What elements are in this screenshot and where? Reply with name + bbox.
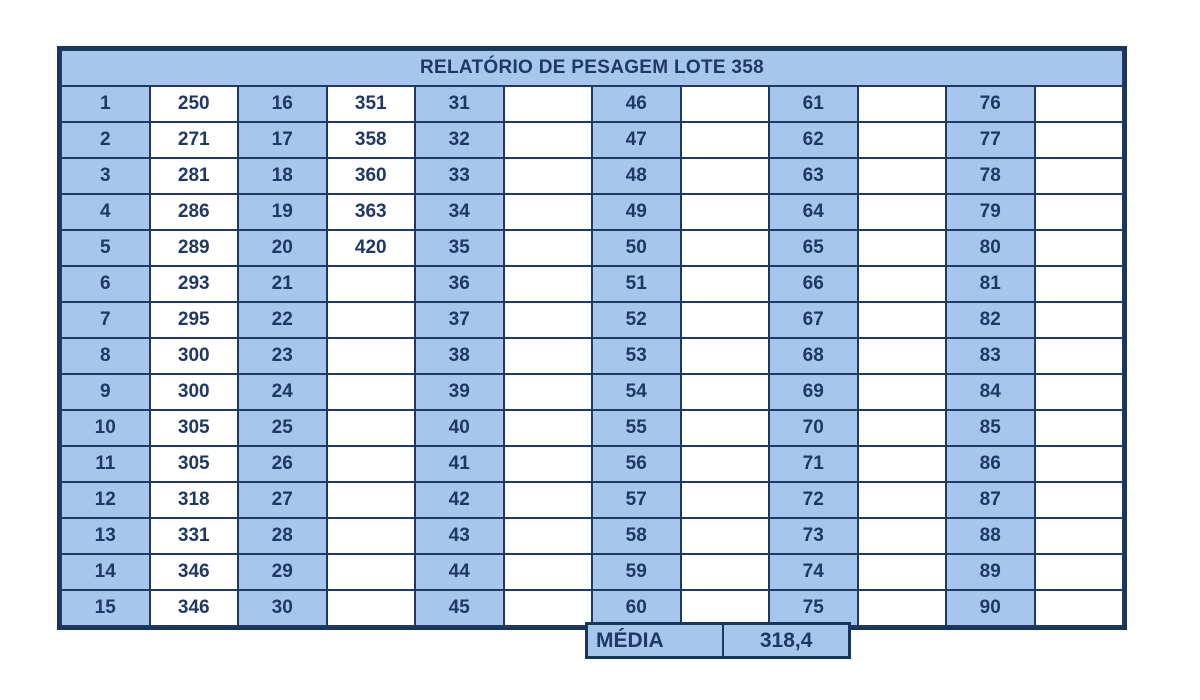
row-index-cell[interactable]: 60: [592, 590, 681, 626]
row-index-cell[interactable]: 25: [238, 410, 327, 446]
weight-value-cell[interactable]: [504, 590, 593, 626]
weight-value-cell[interactable]: 363: [327, 194, 416, 230]
weight-value-cell[interactable]: [504, 230, 593, 266]
weight-value-cell[interactable]: [681, 86, 770, 122]
weight-value-cell[interactable]: [327, 302, 416, 338]
weight-value-cell[interactable]: [1035, 158, 1124, 194]
weight-value-cell[interactable]: [327, 554, 416, 590]
row-index-cell[interactable]: 54: [592, 374, 681, 410]
weight-value-cell[interactable]: [858, 194, 947, 230]
weight-value-cell[interactable]: [1035, 338, 1124, 374]
row-index-cell[interactable]: 19: [238, 194, 327, 230]
row-index-cell[interactable]: 31: [415, 86, 504, 122]
row-index-cell[interactable]: 49: [592, 194, 681, 230]
weight-value-cell[interactable]: [858, 122, 947, 158]
row-index-cell[interactable]: 6: [61, 266, 150, 302]
row-index-cell[interactable]: 10: [61, 410, 150, 446]
row-index-cell[interactable]: 42: [415, 482, 504, 518]
row-index-cell[interactable]: 65: [769, 230, 858, 266]
weight-value-cell[interactable]: 331: [150, 518, 239, 554]
table-row: [61, 482, 1123, 518]
average-table: [585, 622, 851, 659]
weight-value-cell[interactable]: [681, 194, 770, 230]
row-index-cell[interactable]: 82: [946, 302, 1035, 338]
row-index-cell[interactable]: 57: [592, 482, 681, 518]
row-index-cell[interactable]: 11: [61, 446, 150, 482]
weight-value-cell[interactable]: [858, 302, 947, 338]
weight-value-cell[interactable]: [858, 338, 947, 374]
weight-value-cell[interactable]: [681, 482, 770, 518]
weight-value-cell[interactable]: [1035, 482, 1124, 518]
row-index-cell[interactable]: 79: [946, 194, 1035, 230]
weight-value-cell[interactable]: [504, 518, 593, 554]
weight-value-cell[interactable]: [327, 338, 416, 374]
row-index-cell[interactable]: 5: [61, 230, 150, 266]
weight-value-cell[interactable]: 358: [327, 122, 416, 158]
row-index-cell[interactable]: 63: [769, 158, 858, 194]
weight-value-cell[interactable]: [858, 590, 947, 626]
row-index-cell[interactable]: 85: [946, 410, 1035, 446]
report-title: RELATÓRIO DE PESAGEM LOTE 358: [61, 50, 1123, 86]
row-index-cell[interactable]: 38: [415, 338, 504, 374]
weight-value-cell[interactable]: [858, 554, 947, 590]
weight-value-cell[interactable]: [504, 446, 593, 482]
weight-value-cell[interactable]: [327, 518, 416, 554]
row-index-cell[interactable]: 62: [769, 122, 858, 158]
weight-value-cell[interactable]: [681, 446, 770, 482]
weight-value-cell[interactable]: [858, 158, 947, 194]
weight-value-cell[interactable]: [327, 374, 416, 410]
report-title-row: [61, 50, 1123, 86]
weight-value-cell[interactable]: [504, 194, 593, 230]
table-row: [61, 374, 1123, 410]
row-index-cell[interactable]: 84: [946, 374, 1035, 410]
row-index-cell[interactable]: 29: [238, 554, 327, 590]
row-index-cell[interactable]: 88: [946, 518, 1035, 554]
row-index-cell[interactable]: 53: [592, 338, 681, 374]
table-row: [61, 446, 1123, 482]
weight-value-cell[interactable]: [504, 302, 593, 338]
row-index-cell[interactable]: 47: [592, 122, 681, 158]
weight-value-cell[interactable]: [681, 518, 770, 554]
table-row: [61, 302, 1123, 338]
weight-value-cell[interactable]: [504, 410, 593, 446]
weight-value-cell[interactable]: [504, 266, 593, 302]
row-index-cell[interactable]: 41: [415, 446, 504, 482]
row-index-cell[interactable]: 20: [238, 230, 327, 266]
weight-value-cell[interactable]: [858, 230, 947, 266]
weight-value-cell[interactable]: [681, 230, 770, 266]
row-index-cell[interactable]: 28: [238, 518, 327, 554]
row-index-cell[interactable]: 68: [769, 338, 858, 374]
weight-value-cell[interactable]: [504, 554, 593, 590]
row-index-cell[interactable]: 26: [238, 446, 327, 482]
weight-value-cell[interactable]: 346: [150, 590, 239, 626]
weight-value-cell[interactable]: [681, 590, 770, 626]
weight-value-cell[interactable]: [1035, 194, 1124, 230]
weight-value-cell[interactable]: 346: [150, 554, 239, 590]
weight-value-cell[interactable]: [681, 122, 770, 158]
row-index-cell[interactable]: 72: [769, 482, 858, 518]
table-row: [61, 86, 1123, 122]
row-index-cell[interactable]: 89: [946, 554, 1035, 590]
row-index-cell[interactable]: 27: [238, 482, 327, 518]
weight-value-cell[interactable]: [681, 158, 770, 194]
weight-value-cell[interactable]: [327, 482, 416, 518]
row-index-cell[interactable]: 69: [769, 374, 858, 410]
row-index-cell[interactable]: 64: [769, 194, 858, 230]
row-index-cell[interactable]: 87: [946, 482, 1035, 518]
row-index-cell[interactable]: 40: [415, 410, 504, 446]
row-index-cell[interactable]: 17: [238, 122, 327, 158]
weight-value-cell[interactable]: 281: [150, 158, 239, 194]
table-row: [61, 122, 1123, 158]
weight-value-cell[interactable]: 289: [150, 230, 239, 266]
weight-value-cell[interactable]: [858, 446, 947, 482]
row-index-cell[interactable]: 77: [946, 122, 1035, 158]
row-index-cell[interactable]: 9: [61, 374, 150, 410]
row-index-cell[interactable]: 66: [769, 266, 858, 302]
report-grid: [60, 49, 1124, 627]
weight-value-cell[interactable]: [504, 338, 593, 374]
row-index-cell[interactable]: 58: [592, 518, 681, 554]
row-index-cell[interactable]: 36: [415, 266, 504, 302]
row-index-cell[interactable]: 83: [946, 338, 1035, 374]
weight-value-cell[interactable]: [858, 482, 947, 518]
weight-value-cell[interactable]: [1035, 374, 1124, 410]
table-row: [61, 554, 1123, 590]
weight-value-cell[interactable]: [681, 410, 770, 446]
weight-value-cell[interactable]: [504, 158, 593, 194]
weight-value-cell[interactable]: [504, 86, 593, 122]
row-index-cell[interactable]: 8: [61, 338, 150, 374]
row-index-cell[interactable]: 7: [61, 302, 150, 338]
weight-value-cell[interactable]: 305: [150, 446, 239, 482]
row-index-cell[interactable]: 86: [946, 446, 1035, 482]
weight-value-cell[interactable]: [1035, 122, 1124, 158]
row-index-cell[interactable]: 45: [415, 590, 504, 626]
weight-value-cell[interactable]: [681, 338, 770, 374]
row-index-cell[interactable]: 81: [946, 266, 1035, 302]
row-index-cell[interactable]: 75: [769, 590, 858, 626]
row-index-cell[interactable]: 1: [61, 86, 150, 122]
row-index-cell[interactable]: 18: [238, 158, 327, 194]
row-index-cell[interactable]: 13: [61, 518, 150, 554]
row-index-cell[interactable]: 76: [946, 86, 1035, 122]
row-index-cell[interactable]: 73: [769, 518, 858, 554]
row-index-cell[interactable]: 21: [238, 266, 327, 302]
average-box: [585, 622, 851, 660]
weight-value-cell[interactable]: 293: [150, 266, 239, 302]
row-index-cell[interactable]: 78: [946, 158, 1035, 194]
weight-value-cell[interactable]: [858, 266, 947, 302]
row-index-cell[interactable]: 48: [592, 158, 681, 194]
weight-value-cell[interactable]: [681, 374, 770, 410]
weight-value-cell[interactable]: [681, 302, 770, 338]
row-index-cell[interactable]: 50: [592, 230, 681, 266]
row-index-cell[interactable]: 70: [769, 410, 858, 446]
table-row: [61, 158, 1123, 194]
weight-value-cell[interactable]: [858, 374, 947, 410]
weight-value-cell[interactable]: [681, 554, 770, 590]
row-index-cell[interactable]: 61: [769, 86, 858, 122]
row-index-cell[interactable]: 74: [769, 554, 858, 590]
table-row: [61, 230, 1123, 266]
weight-value-cell[interactable]: [327, 590, 416, 626]
row-index-cell[interactable]: 90: [946, 590, 1035, 626]
row-index-cell[interactable]: 35: [415, 230, 504, 266]
weight-value-cell[interactable]: 305: [150, 410, 239, 446]
row-index-cell[interactable]: 59: [592, 554, 681, 590]
table-row: [61, 338, 1123, 374]
row-index-cell[interactable]: 4: [61, 194, 150, 230]
weight-value-cell[interactable]: 420: [327, 230, 416, 266]
row-index-cell[interactable]: 56: [592, 446, 681, 482]
row-index-cell[interactable]: 14: [61, 554, 150, 590]
average-value: 318,4: [723, 624, 849, 658]
row-index-cell[interactable]: 30: [238, 590, 327, 626]
row-index-cell[interactable]: 32: [415, 122, 504, 158]
row-index-cell[interactable]: 52: [592, 302, 681, 338]
row-index-cell[interactable]: 80: [946, 230, 1035, 266]
row-index-cell[interactable]: 39: [415, 374, 504, 410]
weighing-report-table: [57, 46, 1127, 630]
weight-value-cell[interactable]: [327, 446, 416, 482]
report-grid-body: [61, 50, 1123, 626]
weight-value-cell[interactable]: 250: [150, 86, 239, 122]
table-row: [61, 266, 1123, 302]
weight-value-cell[interactable]: [327, 410, 416, 446]
row-index-cell[interactable]: 34: [415, 194, 504, 230]
weight-value-cell[interactable]: [1035, 86, 1124, 122]
weight-value-cell[interactable]: [858, 410, 947, 446]
weight-value-cell[interactable]: [858, 518, 947, 554]
row-index-cell[interactable]: 44: [415, 554, 504, 590]
weight-value-cell[interactable]: [504, 374, 593, 410]
table-row: [61, 590, 1123, 626]
weight-value-cell[interactable]: 318: [150, 482, 239, 518]
row-index-cell[interactable]: 46: [592, 86, 681, 122]
table-row: [61, 518, 1123, 554]
weight-value-cell[interactable]: 351: [327, 86, 416, 122]
weight-value-cell[interactable]: [858, 86, 947, 122]
row-index-cell[interactable]: 3: [61, 158, 150, 194]
average-row: [587, 624, 850, 658]
weight-value-cell[interactable]: 295: [150, 302, 239, 338]
row-index-cell[interactable]: 24: [238, 374, 327, 410]
row-index-cell[interactable]: 12: [61, 482, 150, 518]
table-row: [61, 410, 1123, 446]
row-index-cell[interactable]: 43: [415, 518, 504, 554]
weight-value-cell[interactable]: 360: [327, 158, 416, 194]
weight-value-cell[interactable]: [681, 266, 770, 302]
weight-value-cell[interactable]: 300: [150, 338, 239, 374]
weight-value-cell[interactable]: [1035, 554, 1124, 590]
weight-value-cell[interactable]: [1035, 518, 1124, 554]
weight-value-cell[interactable]: [1035, 590, 1124, 626]
row-index-cell[interactable]: 67: [769, 302, 858, 338]
row-index-cell[interactable]: 33: [415, 158, 504, 194]
row-index-cell[interactable]: 16: [238, 86, 327, 122]
weight-value-cell[interactable]: [504, 482, 593, 518]
weight-value-cell[interactable]: [1035, 410, 1124, 446]
row-index-cell[interactable]: 51: [592, 266, 681, 302]
row-index-cell[interactable]: 55: [592, 410, 681, 446]
row-index-cell[interactable]: 15: [61, 590, 150, 626]
row-index-cell[interactable]: 22: [238, 302, 327, 338]
weight-value-cell[interactable]: [504, 122, 593, 158]
weight-value-cell[interactable]: [327, 266, 416, 302]
row-index-cell[interactable]: 37: [415, 302, 504, 338]
weight-value-cell[interactable]: [1035, 230, 1124, 266]
weight-value-cell[interactable]: 300: [150, 374, 239, 410]
weight-value-cell[interactable]: 286: [150, 194, 239, 230]
weight-value-cell[interactable]: [1035, 266, 1124, 302]
weight-value-cell[interactable]: 271: [150, 122, 239, 158]
weight-value-cell[interactable]: [1035, 302, 1124, 338]
row-index-cell[interactable]: 71: [769, 446, 858, 482]
average-label: MÉDIA: [587, 624, 724, 658]
row-index-cell[interactable]: 23: [238, 338, 327, 374]
row-index-cell[interactable]: 2: [61, 122, 150, 158]
table-row: [61, 194, 1123, 230]
weight-value-cell[interactable]: [1035, 446, 1124, 482]
